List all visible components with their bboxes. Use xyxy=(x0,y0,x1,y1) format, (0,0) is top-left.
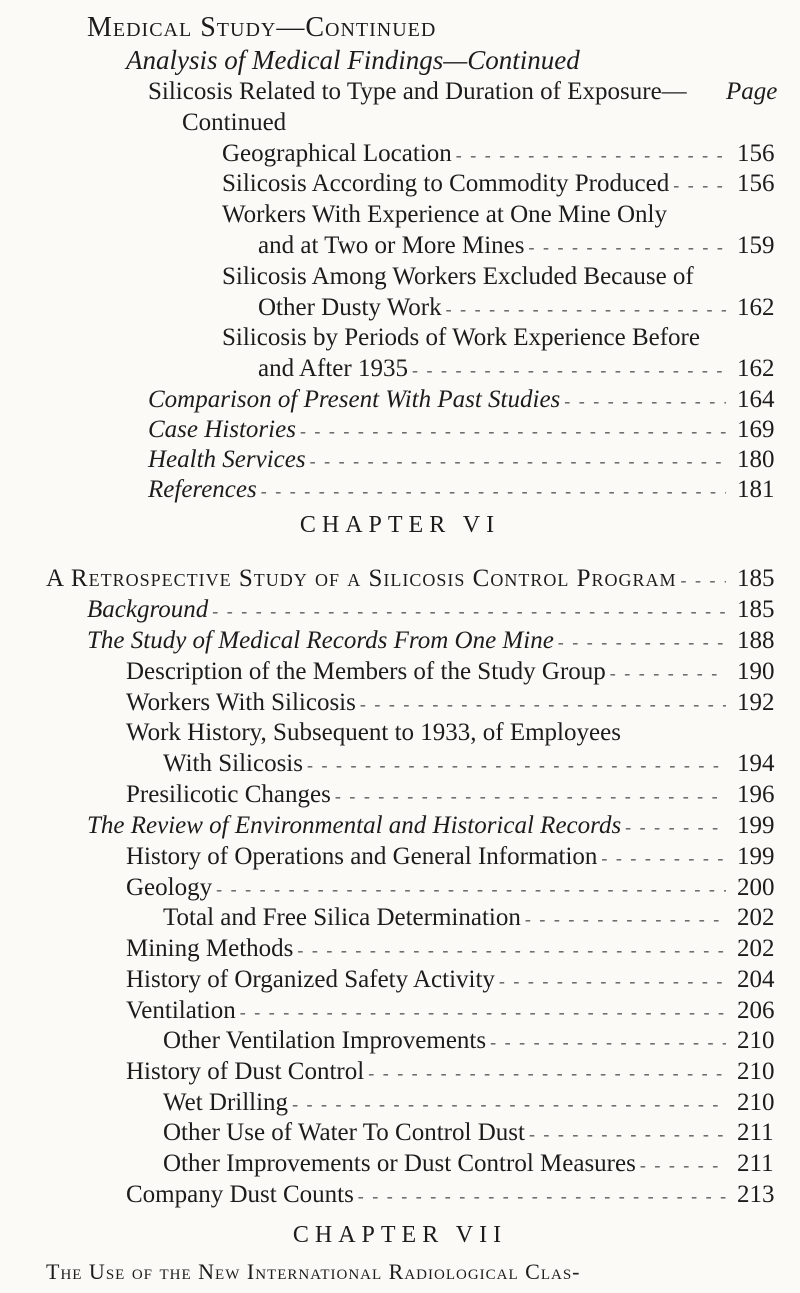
toc-page-number: 199 xyxy=(737,843,775,870)
toc-page-number: 156 xyxy=(737,170,775,197)
toc-page-number: 210 xyxy=(737,1027,775,1054)
dot-leader xyxy=(368,1059,726,1087)
toc-page-number: 196 xyxy=(737,781,775,808)
toc-entry: Silicosis According to Commodity Produced - - - xyxy=(222,170,730,198)
toc-entry: Other Dusty Work - - - xyxy=(258,294,730,322)
toc-entry: Geology - - - xyxy=(126,874,730,902)
toc-page-number: 156 xyxy=(737,140,775,167)
dot-leader xyxy=(300,417,726,445)
dot-leader xyxy=(335,782,726,810)
toc-entry: Case Histories - - - xyxy=(148,416,730,444)
toc-page-number: 202 xyxy=(737,904,775,931)
toc-entry: The Study of Medical Records From One Mine - - - xyxy=(87,627,730,655)
toc-page-number: 164 xyxy=(737,386,775,413)
toc-entry-line1: Workers With Experience at One Mine Only xyxy=(222,201,667,228)
toc-entry: Wet Drilling - - - xyxy=(163,1089,730,1117)
dot-leader xyxy=(297,936,726,964)
toc-page-number: 202 xyxy=(737,935,775,962)
dot-leader xyxy=(525,905,726,933)
chapter-heading: CHAPTER VII xyxy=(292,1222,508,1248)
toc-page-number: 199 xyxy=(737,812,775,839)
toc-entry: Workers With Silicosis - - - xyxy=(126,689,730,717)
dot-leader xyxy=(240,998,726,1026)
chapter-title: A Retrospective Study of a Silicosis Control Program - - - xyxy=(46,565,730,593)
toc-entry-line1: Silicosis by Periods of Work Experience Before xyxy=(222,324,700,351)
toc-entry: Company Dust Counts - - - xyxy=(126,1181,730,1209)
toc-entry: Comparison of Present With Past Studies - - - xyxy=(148,386,730,414)
toc-page-number: 210 xyxy=(737,1058,775,1085)
toc-entry: History of Organized Safety Activity - - - xyxy=(126,966,730,994)
toc-page-number: 162 xyxy=(737,355,775,382)
dot-leader xyxy=(292,1090,726,1118)
toc-entry: Background - - - xyxy=(87,596,730,624)
dot-leader xyxy=(412,356,726,384)
toc-entry: Mining Methods - - - xyxy=(126,935,730,963)
dot-leader xyxy=(673,171,726,199)
subhead: Analysis of Medical Findings—Continued xyxy=(126,45,580,75)
toc-page-number: 190 xyxy=(737,658,775,685)
toc-entry-line1: Work History, Subsequent to 1933, of Employees xyxy=(126,719,621,746)
toc-page-number: 211 xyxy=(737,1150,774,1177)
toc-page-number: 200 xyxy=(737,874,775,901)
toc-entry: History of Dust Control - - - xyxy=(126,1058,730,1086)
toc-entry: Geographical Location - - - xyxy=(222,140,730,168)
toc-entry: Other Use of Water To Control Dust - - - xyxy=(163,1119,730,1147)
toc-page-number: 162 xyxy=(737,294,775,321)
toc-page-number: 192 xyxy=(737,689,775,716)
toc-page-number: 185 xyxy=(737,565,775,592)
toc-entry: Description of the Members of the Study Group - - - xyxy=(126,658,730,686)
toc-page-number: 188 xyxy=(737,627,775,654)
toc-entry: Health Services - - - xyxy=(148,446,730,474)
toc-entry: Other Improvements or Dust Control Measures - - - xyxy=(163,1150,730,1178)
toc-page-number: 185 xyxy=(737,596,775,623)
dot-leader xyxy=(681,566,727,594)
dot-leader xyxy=(640,1151,726,1179)
toc-entry: Presilicotic Changes - - - xyxy=(126,781,730,809)
dot-leader xyxy=(610,659,726,687)
toc-entry: The Review of Environmental and Historical Records - - - xyxy=(87,812,730,840)
toc-entry: Ventilation - - - xyxy=(126,997,730,1025)
page-column-label: Page xyxy=(726,78,778,105)
toc-page-number: 169 xyxy=(737,416,775,443)
section-title-line1: Silicosis Related to Type and Duration of Exposure— xyxy=(148,78,687,105)
chapter-heading: CHAPTER VI xyxy=(299,512,501,538)
dot-leader xyxy=(310,447,726,475)
dot-leader xyxy=(212,597,726,625)
dot-leader xyxy=(499,967,726,995)
dot-leader xyxy=(529,233,727,261)
toc-page-number: 210 xyxy=(737,1089,775,1116)
dot-leader xyxy=(216,875,726,903)
dot-leader xyxy=(360,690,726,718)
toc-page-number: 159 xyxy=(737,232,775,259)
toc-page-number: 213 xyxy=(737,1181,775,1208)
section-title-line2: Continued xyxy=(182,109,287,136)
toc-entry: Other Ventilation Improvements - - - xyxy=(163,1027,730,1055)
toc-entry: and After 1935 - - - xyxy=(258,355,730,383)
dot-leader xyxy=(564,387,726,415)
toc-page-number: 181 xyxy=(737,476,775,503)
chapter-title-line1: The Use of the New International Radiological Clas- xyxy=(46,1259,581,1284)
dot-leader xyxy=(446,295,726,323)
dot-leader xyxy=(558,628,726,656)
dot-leader xyxy=(601,844,726,872)
toc-entry: History of Operations and General Information - - - xyxy=(126,843,730,871)
toc-page-number: 180 xyxy=(737,446,775,473)
dot-leader xyxy=(261,477,726,505)
toc-page-number: 206 xyxy=(737,997,775,1024)
dot-leader xyxy=(307,751,726,779)
dot-leader xyxy=(529,1120,726,1148)
running-head: Medical Study—Continued xyxy=(87,12,437,43)
dot-leader xyxy=(490,1028,726,1056)
toc-entry: References - - - xyxy=(148,476,730,504)
toc-entry-line1: Silicosis Among Workers Excluded Because of xyxy=(222,263,694,290)
toc-page-number: 194 xyxy=(737,750,775,777)
dot-leader xyxy=(358,1182,726,1210)
toc-entry: Total and Free Silica Determination - - - xyxy=(163,904,730,932)
toc-entry: With Silicosis - - - xyxy=(163,750,730,778)
toc-page-number: 211 xyxy=(737,1119,774,1146)
dot-leader xyxy=(625,813,726,841)
toc-entry: and at Two or More Mines - - - xyxy=(258,232,730,260)
dot-leader xyxy=(456,141,726,169)
toc-page-number: 204 xyxy=(737,966,775,993)
